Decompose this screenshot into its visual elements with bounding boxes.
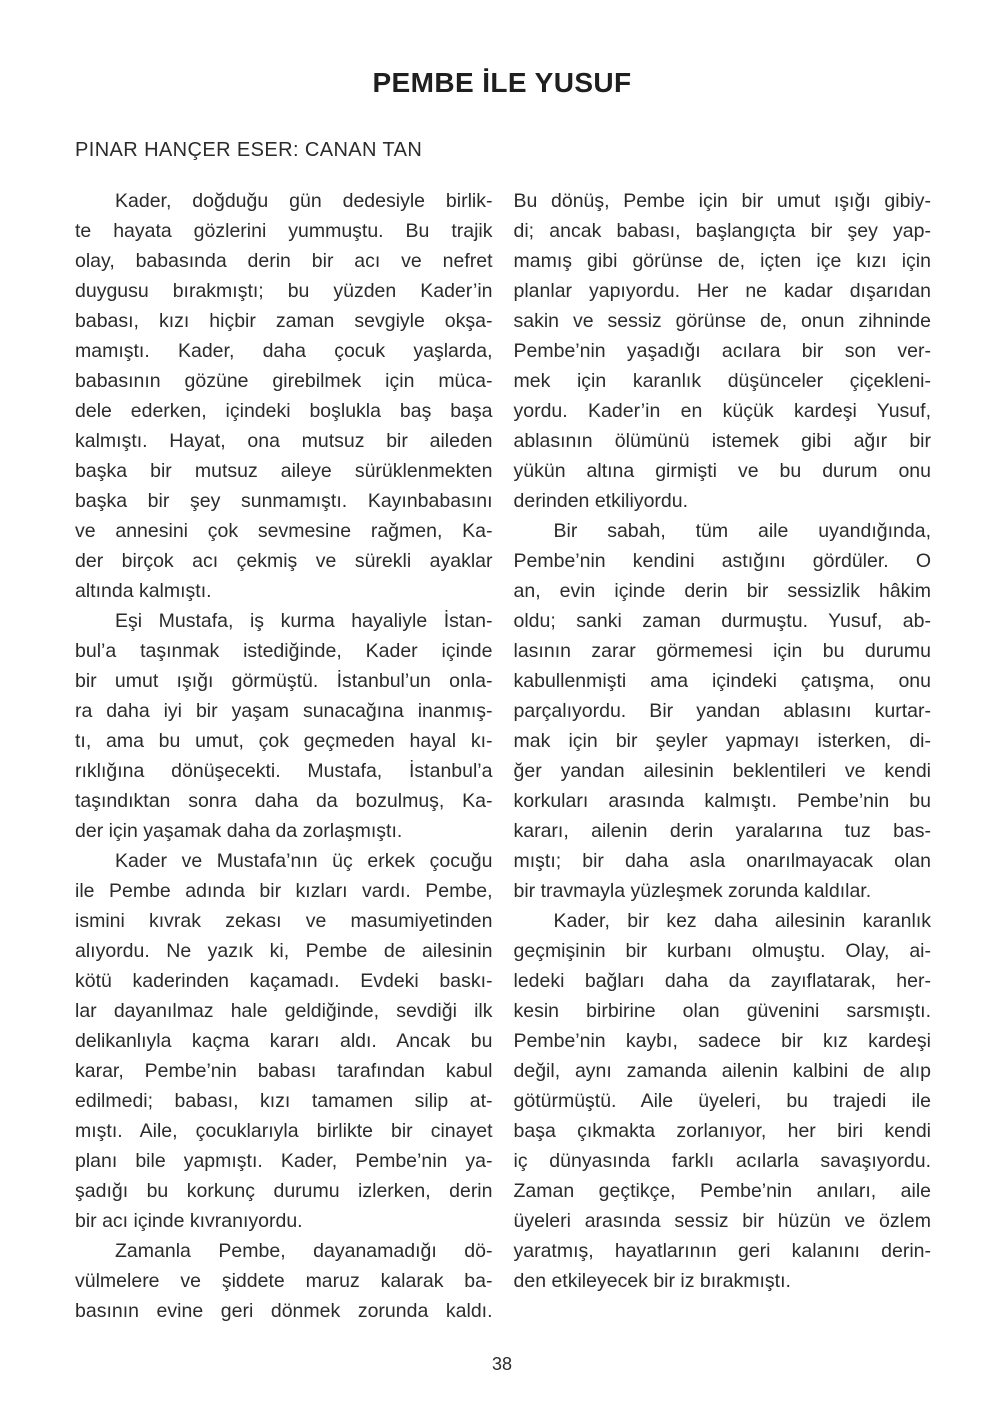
text-line: taşındıktan sonra daha da bozulmuş, Ka- [75, 790, 493, 812]
right-column [514, 186, 932, 1326]
page-title: PEMBE İLE YUSUF [372, 67, 632, 98]
text-line: kabullenmişti ama içindeki çatışma, onu [513, 670, 931, 692]
text-line: altında kalmıştı. [75, 580, 212, 602]
text-line: Bir sabah, tüm aile uyandığında, [553, 520, 931, 542]
paragraph [75, 186, 493, 606]
text-line: iç dünyasında farklı acılarla savaşıyordu. [513, 1150, 931, 1172]
text-line: der için yaşamak daha da zorlaşmıştı. [75, 820, 403, 842]
text-line: rıklığına dönüşecekti. Mustafa, İstanbul’a [75, 760, 493, 782]
text-line: Pembe’nin kaybı, sadece bir kız kardeşi [513, 1030, 931, 1052]
text-line: mamıştı. Kader, daha çocuk yaşlarda, [75, 340, 493, 362]
text-line: başa çıkmakta zorlanıyor, her biri kendi [513, 1120, 931, 1142]
text-line: Pembe’nin yaşadığı acılara bir son ver- [513, 340, 931, 362]
text-line: ismini kıvrak zekası ve masumiyetinden [75, 910, 493, 932]
text-line: bul’a taşınmak istediğinde, Kader içinde [75, 640, 493, 662]
text-line: derinden etkiliyordu. [513, 490, 689, 512]
text-line: ledeki bağları daha da zayıflatarak, her- [513, 970, 931, 992]
text-line: planı bile yapmıştı. Kader, Pembe’nin ya- [75, 1150, 493, 1172]
text-line: parçalıyordu. Bir yandan ablasını kurtar- [513, 700, 931, 722]
text-line: dele ederken, içindeki boşlukla baş başa [75, 400, 493, 422]
text-line: Kader, bir kez daha ailesinin karanlık [553, 910, 931, 932]
text-line: an, evin içinde derin bir sessizlik hâkim [513, 580, 931, 602]
text-line: bir acı içinde kıvranıyordu. [75, 1210, 303, 1232]
text-line: planlar yapıyordu. Her ne kadar dışarıdan [513, 280, 931, 302]
text-columns [75, 186, 931, 1326]
text-line: sakin ve sessiz görünse de, onun zihninde [513, 310, 931, 332]
text-line: ğer yandan ailesinin beklentileri ve kendi [513, 760, 931, 782]
text-line: Pembe’nin kendini astığını gördüler. O [513, 550, 931, 572]
text-line: karar, Pembe’nin babası tarafından kabul [75, 1060, 493, 1082]
text-line: ve annesini çok sevmesine rağmen, Ka- [75, 520, 493, 542]
paragraph [75, 606, 493, 846]
text-line: lar dayanılmaz hale geldiğinde, sevdiği ilk [75, 1000, 493, 1022]
text-line: geçmişinin bir kurbanı olmuştu. Olay, ai- [513, 940, 931, 962]
text-line: yükün altına girmişti ve bu durum onu [513, 460, 931, 482]
text-line: olay, babasında derin bir acı ve nefret [75, 250, 493, 272]
text-line: der birçok acı çekmiş ve sürekli ayaklar [75, 550, 493, 572]
text-line: şadığı bu korkunç durumu izlerken, derin [75, 1180, 493, 1202]
byline: PINAR HANÇER ESER: CANAN TAN [75, 139, 423, 161]
text-line: korkuları arasında kalmıştı. Pembe’nin bu [513, 790, 931, 812]
paragraph [514, 906, 932, 1296]
text-line: ile Pembe adında bir kızları vardı. Pembe, [75, 880, 493, 902]
text-line: götürmüştü. Aile üyeleri, bu trajedi ile [513, 1090, 931, 1112]
text-line: kötü kaderinden kaçamadı. Evdeki baskı- [75, 970, 493, 992]
text-line: alıyordu. Ne yazık ki, Pembe de ailesinin [75, 940, 493, 962]
text-line: Zamanla Pembe, dayanamadığı dö- [115, 1240, 493, 1262]
left-column [75, 186, 493, 1326]
text-line: mıştı; bir daha asla onarılmayacak olan [513, 850, 931, 872]
text-line: mak için bir şeyler yapmayı isterken, di- [513, 730, 931, 752]
text-line: kararı, ailenin derin yaralarına tuz bas- [513, 820, 931, 842]
paragraph [75, 846, 493, 1236]
page-number: 38 [491, 1354, 513, 1374]
text-line: den etkileyecek bir iz bırakmıştı. [513, 1270, 791, 1292]
text-line: ra daha iyi bir yaşam sunacağına inanmış- [75, 700, 493, 722]
text-line: delikanlıyla kaçma kararı aldı. Ancak bu [75, 1030, 493, 1052]
text-line: lasının zarar görmemesi için bu durumu [513, 640, 931, 662]
text-line: oldu; sanki zaman durmuştu. Yusuf, ab- [513, 610, 931, 632]
text-line: Eşi Mustafa, iş kurma hayaliyle İstan- [115, 610, 493, 632]
text-line: bir umut ışığı görmüştü. İstanbul’un onla- [75, 670, 493, 692]
text-line: di; ancak babası, başlangıçta bir şey yap- [513, 220, 931, 242]
text-line: mamış gibi görünse de, içten içe kızı için [513, 250, 931, 272]
paragraph [514, 186, 932, 516]
text-line: kalmıştı. Hayat, ona mutsuz bir aileden [75, 430, 493, 452]
text-line: Bu dönüş, Pembe için bir umut ışığı gibiy- [513, 190, 931, 212]
text-line: yordu. Kader’in en küçük kardeşi Yusuf, [513, 400, 931, 422]
text-line: edilmedi; babası, kızı tamamen silip at- [75, 1090, 493, 1112]
text-line: kesin birbirine olan güvenini sarsmıştı. [513, 1000, 931, 1022]
text-line: babasının gözüne girebilmek için müca- [75, 370, 493, 392]
text-line: başka bir şey sunmamıştı. Kayınbabasını [75, 490, 493, 512]
text-line: ablasının ölümünü istemek gibi ağır bir [513, 430, 931, 452]
text-line: başka bir mutsuz aileye sürüklenmekten [75, 460, 493, 482]
text-line: mek için karanlık düşünceler çiçekleni- [513, 370, 931, 392]
paragraph [514, 516, 932, 906]
text-line: duygusu bırakmıştı; bu yüzden Kader’in [75, 280, 493, 302]
text-line: mıştı. Aile, çocuklarıyla birlikte bir cinayet [75, 1120, 493, 1142]
text-line: Kader ve Mustafa’nın üç erkek çocuğu [115, 850, 493, 872]
text-line: Kader, doğduğu gün dedesiyle birlik- [115, 190, 493, 212]
text-line: bir travmayla yüzleşmek zorunda kaldılar. [513, 880, 872, 902]
text-line: vülmelere ve şiddete maruz kalarak ba- [75, 1270, 493, 1292]
text-line: değil, aynı zamanda ailenin kalbini de alıp [513, 1060, 931, 1082]
text-line: üyeleri arasında sessiz bir hüzün ve özlem [513, 1210, 931, 1232]
text-line: yaratmış, hayatlarının geri kalanını derin- [513, 1240, 931, 1262]
paragraph [75, 1236, 493, 1326]
text-line: te hayata gözlerini yummuştu. Bu trajik [75, 220, 493, 242]
text-line: tı, ama bu umut, çok geçmeden hayal kı- [75, 730, 493, 752]
text-line: babası, kızı hiçbir zaman sevgiyle okşa- [75, 310, 493, 332]
text-line: Zaman geçtikçe, Pembe’nin anıları, aile [513, 1180, 931, 1202]
text-line: basının evine geri dönmek zorunda kaldı. [75, 1300, 493, 1322]
